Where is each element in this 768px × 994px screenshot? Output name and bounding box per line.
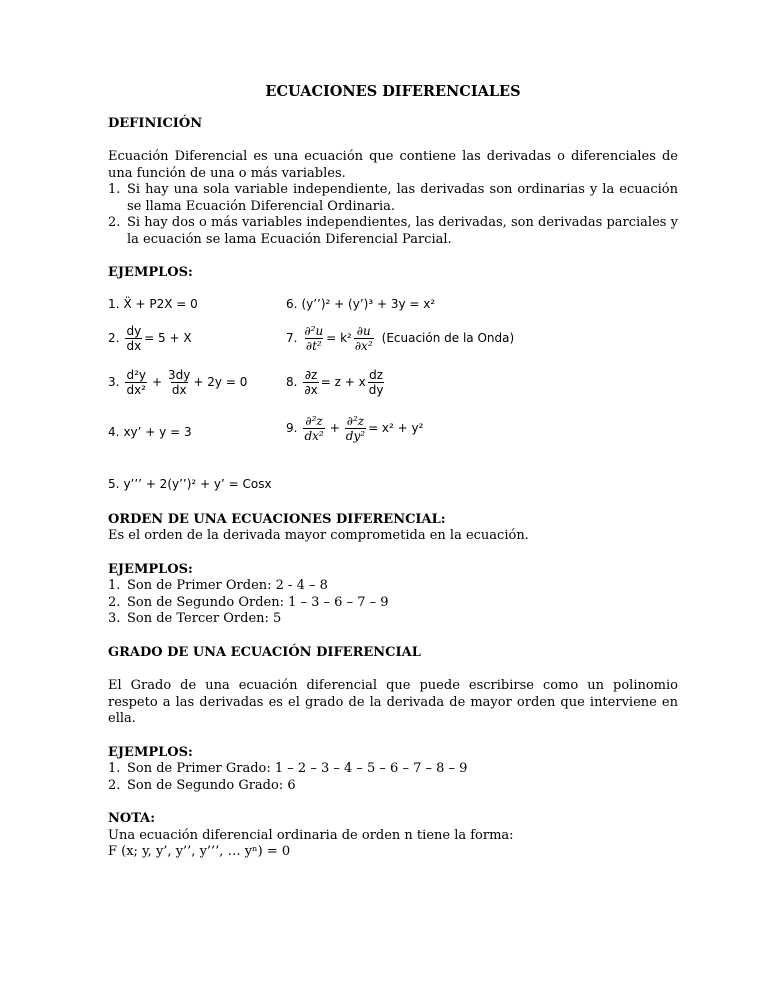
definicion-item [108, 215, 678, 248]
grado-item [108, 761, 678, 778]
example-equation: xy’ + y = 3 [123, 424, 192, 439]
example-7: 7. $\frac{\text{∂²u}}{\text{∂t²}}$ = k² $\frac{\partial u}{\text{∂x²}}$ (Ecuación de la Onda) [286, 323, 515, 353]
nota-line-2: F (x; y, y’, y’’, y’’’, … yⁿ) = 0 [108, 844, 291, 859]
example-4 [108, 424, 192, 441]
example-equation: + 2y = 0 [193, 374, 248, 389]
fraction: $\frac{3dy}{dx}$ [168, 367, 191, 397]
document-page [108, 82, 678, 861]
item-text: Son de Segundo Orden: 1 – 3 – 6 – 7 – 9 [127, 594, 389, 610]
example-number: 6. [286, 296, 298, 311]
orden-text: Es el orden de la derivada mayor comprometida en la ecuación. [108, 528, 529, 543]
example-5 [108, 476, 272, 493]
orden-item [108, 611, 678, 628]
orden-item [108, 578, 678, 595]
example-equation: = x² + y² [368, 420, 424, 435]
grado-text: El Grado de una ecuación diferencial que puede escribirse como un polinomio respeto a las derivadas es el grado de la derivada de mayor orden que interviene en ella. [108, 678, 678, 726]
orden-ejemplos-heading: EJEMPLOS: [108, 561, 193, 577]
item-number: 2. [108, 215, 121, 230]
item-text: Son de Tercer Orden: 5 [127, 611, 282, 626]
example-number: 9. [286, 420, 298, 435]
examples-grid [108, 296, 678, 506]
orden-item [108, 595, 678, 612]
example-equation: = 5 + X [144, 330, 192, 345]
example-number: 1. [108, 296, 120, 311]
fraction: $\frac{dz}{dy}$ [368, 367, 384, 397]
definicion-intro: Ecuación Diferencial es una ecuación que contiene las derivadas o diferenciales de una función de una o más variables. [108, 149, 678, 181]
example-number: 2. [108, 330, 120, 345]
item-text: Si hay una sola variable independiente, las derivadas son ordinarias y la ecuación se llama Ecuación Diferencial Ordinaria. [127, 182, 678, 214]
item-text: Son de Primer Orden: 2 - 4 – 8 [127, 578, 328, 593]
item-text: Son de Segundo Grado: 6 [127, 777, 296, 793]
item-number: 1. [108, 761, 121, 776]
example-equation: Ẍ + P2X = 0 [123, 296, 198, 311]
item-text: Si hay dos o más variables independientes, las derivadas, son derivadas parciales y la ecuación se lama Ecuación Diferencial Parcial. [127, 215, 678, 247]
ejemplos-heading: EJEMPLOS: [108, 265, 193, 280]
orden-heading: ORDEN DE UNA ECUACIONES DIFERENCIAL: [108, 511, 446, 527]
grado-item [108, 778, 678, 795]
example-9: 9. $\frac{\text{∂²z}}{\text{dx²}}$ + $\frac{\text{∂²z}}{\text{dy²}}$ = x² + y² [286, 413, 424, 443]
example-equation: (y’’)² + (y’)³ + 3y = x² [301, 296, 436, 311]
document-title: ECUACIONES DIFERENCIALES [265, 83, 521, 100]
grado-ejemplos-heading: EJEMPLOS: [108, 744, 193, 760]
item-number: 1. [108, 578, 121, 593]
item-number: 2. [108, 594, 121, 610]
fraction: $\frac{\partial u}{\text{∂x²}}$ [354, 323, 373, 353]
nota-heading: NOTA: [108, 811, 156, 826]
example-2 [108, 324, 192, 353]
example-equation: y’’’ + 2(y’’)² + y’ = Cosx [123, 476, 272, 491]
fraction: $\frac{\text{∂²z}}{\text{dy²}}$ [345, 413, 366, 443]
example-number: 7. [286, 330, 298, 345]
example-6 [286, 296, 435, 313]
item-number: 1. [108, 182, 121, 197]
example-number: 5. [108, 476, 120, 491]
example-number: 3. [108, 374, 120, 389]
example-number: 8. [286, 374, 298, 389]
example-number: 4. [108, 424, 120, 439]
item-text: Son de Primer Grado: 1 – 2 – 3 – 4 – 5 – 6 – 7 – 8 – 9 [127, 761, 468, 776]
fraction: $\frac{dy}{dx}$ [126, 323, 142, 353]
definicion-heading: DEFINICIÓN [108, 115, 203, 131]
fraction: $\frac{\text{∂²z}}{\text{dx²}}$ [304, 413, 324, 443]
nota-line-1: Una ecuación diferencial ordinaria de orden n tiene la forma: [108, 827, 514, 843]
example-1 [108, 296, 198, 313]
definicion-item [108, 182, 678, 215]
item-number: 2. [108, 777, 121, 793]
example-3: 3. $\frac{\text{d²y}}{\text{dx²}}$ + $\frac{3dy}{dx}$ + 2y = 0 [108, 367, 248, 397]
fraction: $\frac{\partial z}{\partial x}$ [304, 367, 318, 397]
fraction: $\frac{\text{d²y}}{\text{dx²}}$ [126, 367, 146, 397]
grado-heading: GRADO DE UNA ECUACIÓN DIFERENCIAL [108, 644, 421, 660]
item-number: 3. [108, 611, 121, 626]
example-8: 8. $\frac{\partial z}{\partial x}$ = z + x $\frac{dz}{dy}$ [286, 367, 384, 397]
example-note: (Ecuación de la Onda) [381, 330, 515, 345]
fraction: $\frac{\text{∂²u}}{\text{∂t²}}$ [304, 323, 324, 353]
